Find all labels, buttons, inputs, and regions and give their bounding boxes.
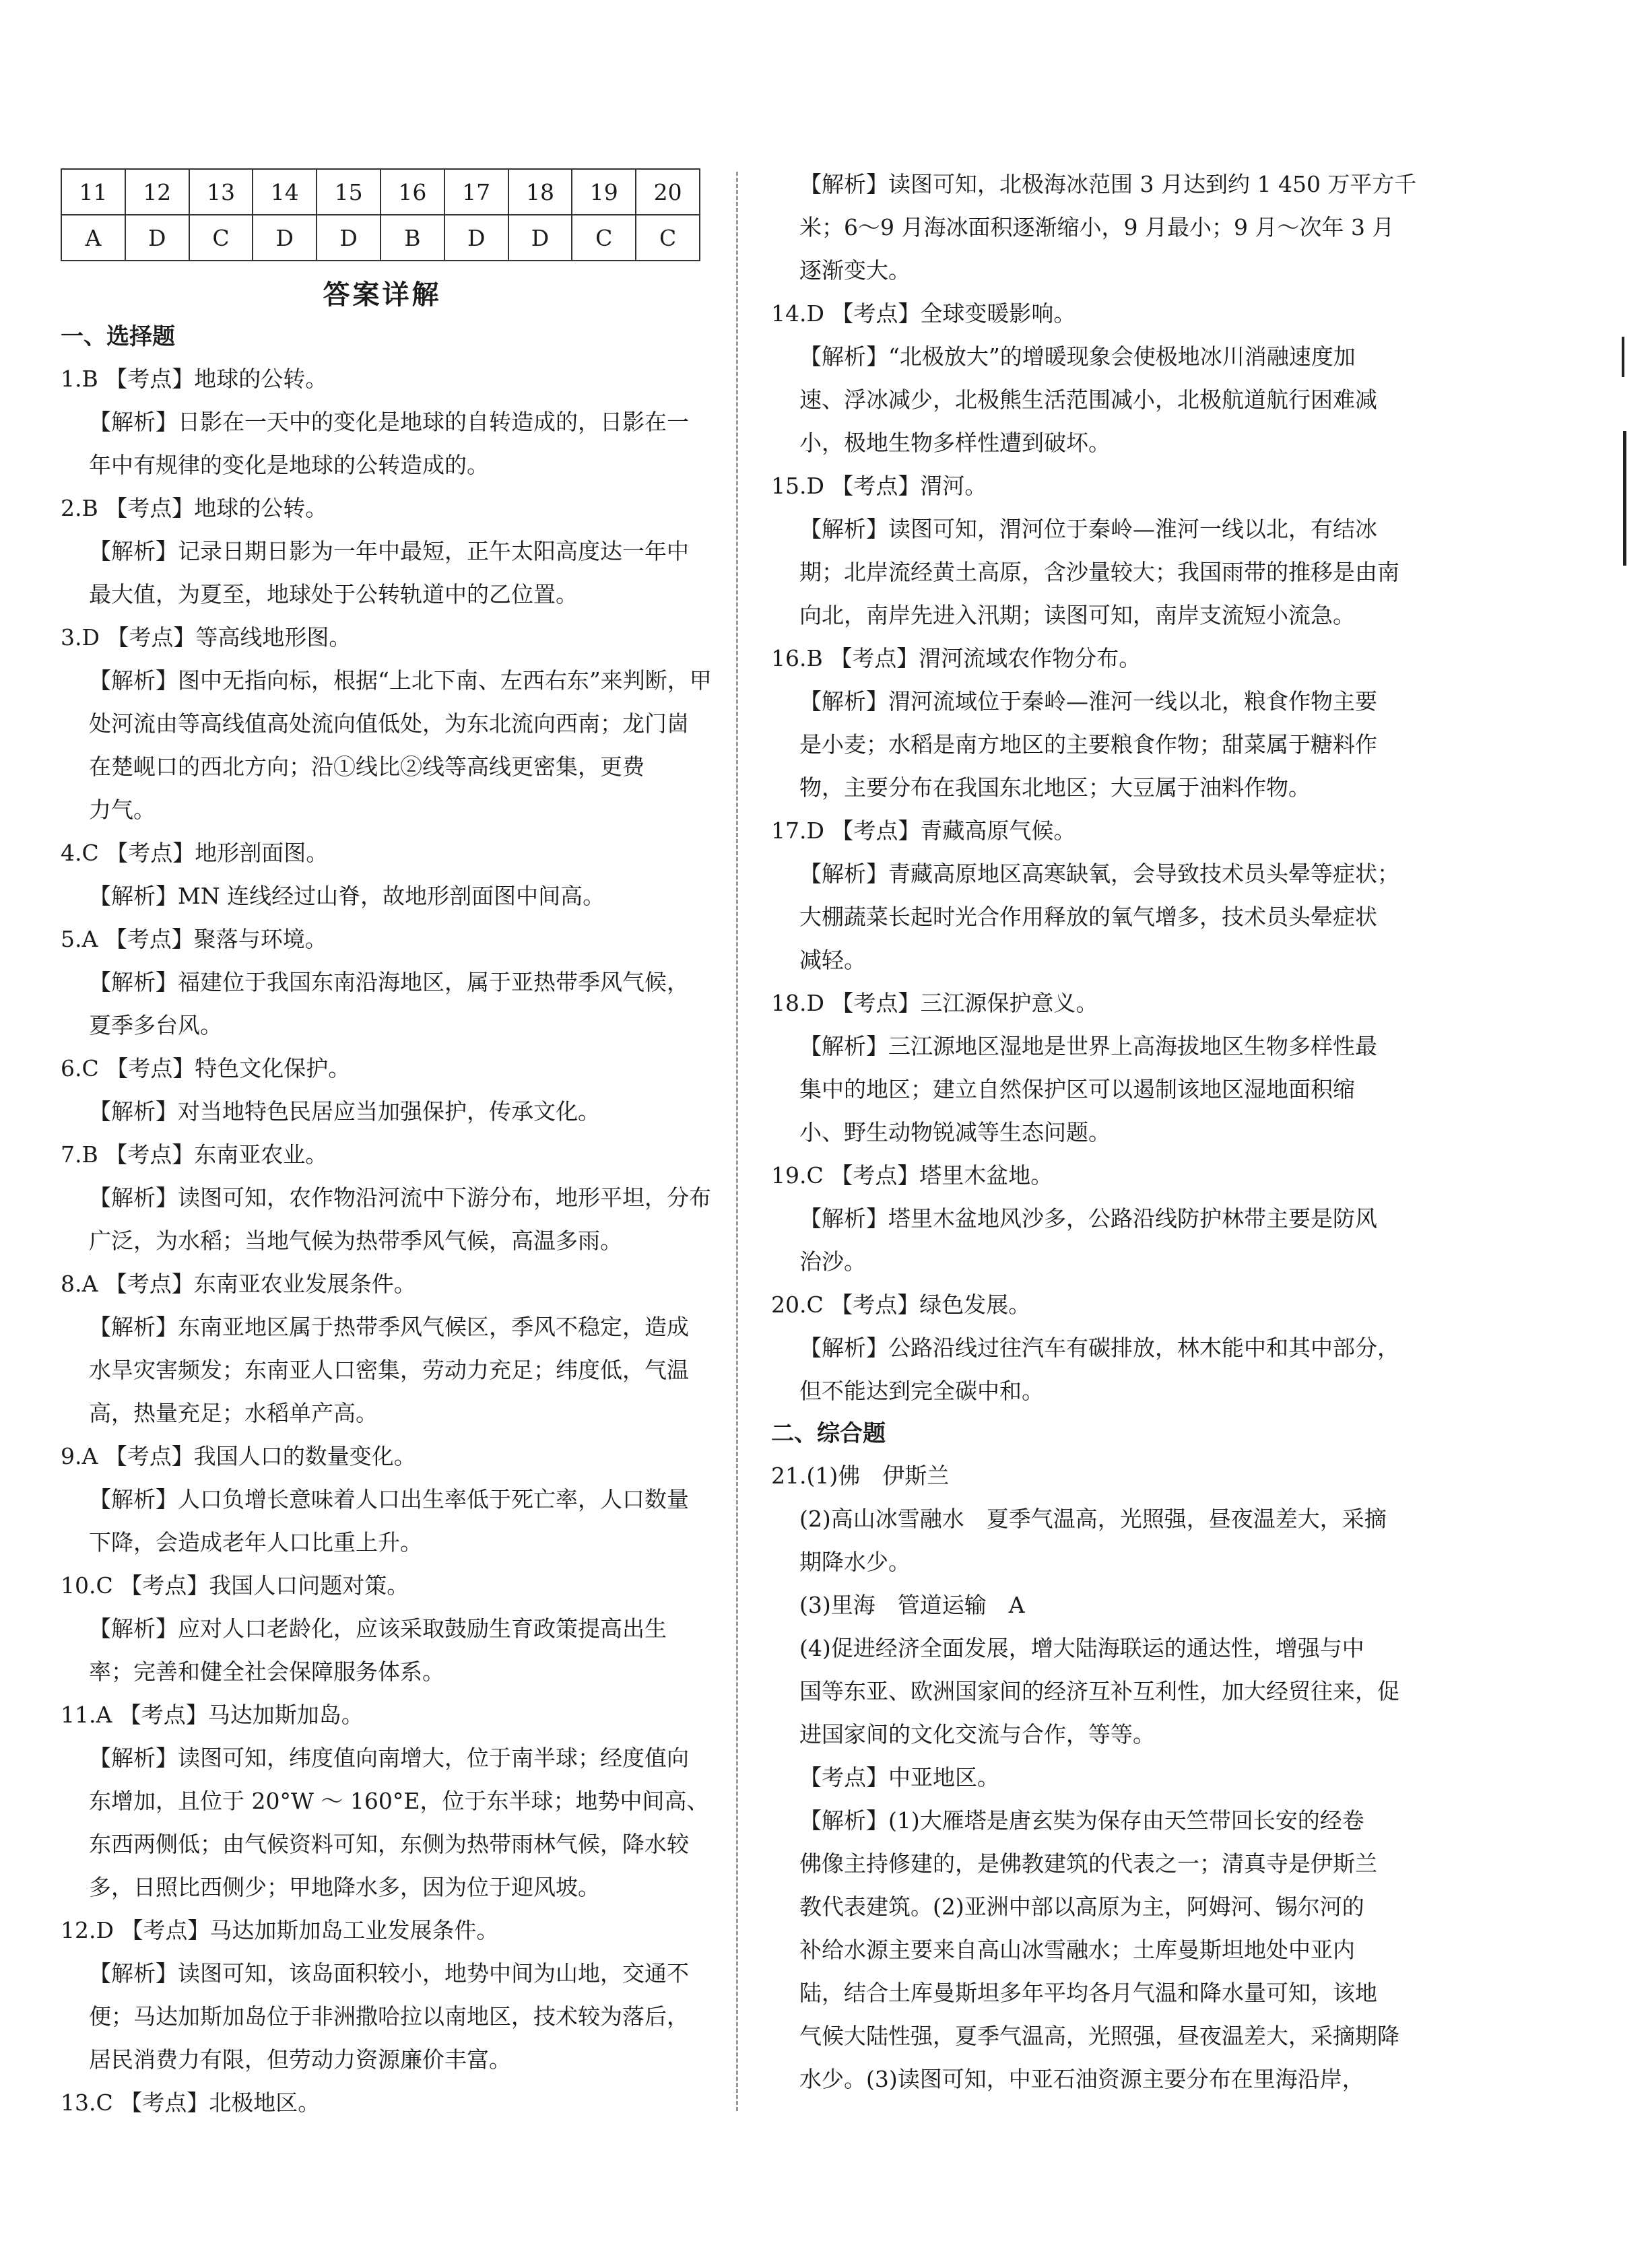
answer-table-number-cell: 11 [61,169,125,215]
explanation-line: 进国家间的文化交流与合作，等等。 [799,1721,1155,1747]
question-line: 20.C 【考点】绿色发展。 [771,1292,1031,1318]
explanation-line: 气候大陆性强，夏季气温高，光照强，昼夜温差大，采摘期降 [799,2023,1399,2049]
explanation-line: 【解析】青藏高原地区高寒缺氧，会导致技术员头晕等症状； [799,861,1399,887]
explanation-line: 补给水源主要来自高山冰雪融水；土库曼斯坦地处中亚内 [799,1937,1355,1963]
explanation-line: 期；北岸流经黄土高原，含沙量较大；我国雨带的推移是由南 [799,559,1399,585]
explanation-line: 但不能达到完全碳中和。 [799,1378,1044,1404]
question-line: 17.D 【考点】青藏高原气候。 [771,817,1076,844]
answer-table-number-cell: 13 [189,169,253,215]
explanation-line: 最大值，为夏至，地球处于公转轨道中的乙位置。 [89,581,578,607]
question-line: 8.A 【考点】东南亚农业发展条件。 [61,1271,416,1297]
explanation-line: 大棚蔬菜长起时光合作用释放的氧气增多，技术员头晕症状 [799,904,1377,930]
answer-table-number-cell: 20 [636,169,700,215]
explanation-line: 高，热量充足；水稻单产高。 [89,1400,378,1426]
explanation-line: 【解析】对当地特色民居应当加强保护，传承文化。 [89,1098,600,1125]
explanation-line: (3)里海 管道运输 A [799,1592,1025,1618]
right-lines-b [771,1454,1421,2101]
explanation-line: 便；马达加斯加岛位于非洲撒哈拉以南地区，技术较为落后， [89,2003,689,2030]
answer-table-number-cell: 19 [572,169,636,215]
explanation-line: 【解析】(1)大雁塔是唐玄奘为保存由天竺带回长安的经卷 [799,1807,1364,1834]
answer-table-answer-cell: D [444,215,508,261]
question-line: 7.B 【考点】东南亚农业。 [61,1141,328,1168]
explanation-line: 陆，结合土库曼斯坦多年平均各月气温和降水量可知，该地 [799,1980,1377,2006]
explanation-line: 【解析】公路沿线过往汽车有碳排放，林木能中和其中部分， [799,1335,1399,1361]
explanation-line: 【解析】“北极放大”的增暖现象会使极地冰川消融速度加 [799,343,1356,370]
question-line: 13.C 【考点】北极地区。 [61,2089,321,2116]
answer-table-number-cell: 12 [125,169,189,215]
answer-table-answer-cell: C [189,215,253,261]
explanation-line: 【解析】读图可知，北极海冰范围 3 月达到约 1 450 万平方千 [799,171,1417,197]
explanation-line: 【解析】福建位于我国东南沿海地区，属于亚热带季风气候， [89,969,689,995]
question-line: 16.B 【考点】渭河流域农作物分布。 [771,645,1142,671]
right-lines-a [771,163,1421,1413]
answer-table-answer-cell: C [572,215,636,261]
explanation-line: 东西两侧低；由气候资料可知，东侧为热带雨林气候，降水较 [89,1831,689,1857]
explanation-line: 集中的地区；建立自然保护区可以遏制该地区湿地面积缩 [799,1076,1355,1102]
answer-table-answers-row [61,215,700,261]
left-lines [61,358,712,2125]
explanation-line: 期降水少。 [799,1549,911,1575]
choice-heading: 一、选择题 [61,323,175,350]
explanation-line: 【解析】应对人口老龄化，应该采取鼓励生育政策提高出生 [89,1615,667,1642]
explanation-line: 【解析】记录日期日影为一年中最短，正午太阳高度达一年中 [89,538,689,564]
explanation-line: 多，日照比西侧少；甲地降水多，因为位于迎风坡。 [89,1874,600,1900]
explanation-line: 年中有规律的变化是地球的公转造成的。 [89,452,489,478]
explanation-line: 【解析】MN 连线经过山脊，故地形剖面图中间高。 [89,883,605,909]
scan-edge-mark [1623,431,1626,566]
explanation-line: 居民消费力有限，但劳动力资源廉价丰富。 [89,2046,511,2073]
explanation-line: 小，极地生物多样性遭到破坏。 [799,430,1111,456]
explanation-line: (4)促进经济全面发展，增大陆海联运的通达性，增强与中 [799,1635,1364,1661]
answer-table-numbers-row [61,169,700,215]
explanation-line: 是小麦；水稻是南方地区的主要粮食作物；甜菜属于糖料作 [799,731,1377,758]
question-line: 19.C 【考点】塔里木盆地。 [771,1162,1053,1189]
explanation-line: 逐渐变大。 [799,257,911,283]
comprehensive-heading: 二、综合题 [771,1420,886,1447]
explanation-line: 物，主要分布在我国东北地区；大豆属于油料作物。 [799,774,1311,801]
explanation-line: 教代表建筑。(2)亚洲中部以高原为主，阿姆河、锡尔河的 [799,1894,1364,1920]
explanation-line: 【考点】中亚地区。 [799,1764,999,1791]
explanation-line: (2)高山冰雪融水 夏季气温高，光照强，昼夜温差大，采摘 [799,1506,1387,1532]
explanation-line: 水旱灾害频发；东南亚人口密集，劳动力充足；纬度低，气温 [89,1357,689,1383]
answer-table-number-cell: 17 [444,169,508,215]
question-line: 12.D 【考点】马达加斯加岛工业发展条件。 [61,1917,499,1943]
scan-edge-mark [1622,337,1624,377]
explanation-line: 【解析】三江源地区湿地是世界上高海拔地区生物多样性最 [799,1033,1377,1059]
column-divider [736,172,738,2111]
question-line: 1.B 【考点】地球的公转。 [61,366,328,392]
explanation-line: 向北，南岸先进入汛期；读图可知，南岸支流短小流急。 [799,602,1355,628]
left-column [61,168,712,2125]
explanation-line: 速、浮冰减少，北极熊生活范围减小，北极航道航行困难减 [799,387,1377,413]
explanation-line: 夏季多台风。 [89,1012,222,1038]
answer-table-number-cell: 15 [317,169,381,215]
explanation-line: 减轻。 [799,947,866,973]
question-line: 14.D 【考点】全球变暖影响。 [771,300,1076,327]
answer-table [61,168,700,261]
explanation-line: 在楚岘口的西北方向；沿①线比②线等高线更密集，更费 [89,754,645,780]
explanation-line: 率；完善和健全社会保障服务体系。 [89,1659,444,1685]
question-line: 15.D 【考点】渭河。 [771,473,987,499]
answer-table-answer-cell: B [381,215,444,261]
explanation-line: 【解析】塔里木盆地风沙多，公路沿线防护林带主要是防风 [799,1205,1377,1232]
explanation-line: 【解析】读图可知，该岛面积较小，地势中间为山地，交通不 [89,1960,689,1986]
question-line: 5.A 【考点】聚落与环境。 [61,926,327,952]
question-line: 9.A 【考点】我国人口的数量变化。 [61,1443,416,1469]
explanation-line: 处河流由等高线值高处流向值低处，为东北流向西南；龙门崮 [89,710,689,737]
answer-table-answer-cell: D [125,215,189,261]
explanation-line: 水少。(3)读图可知，中亚石油资源主要分布在里海沿岸， [799,2066,1364,2092]
answer-table-answer-cell: C [636,215,700,261]
explanation-line: 东增加，且位于 20°W ～ 160°E，位于东半球；地势中间高、 [89,1788,709,1814]
explanation-line: 【解析】日影在一天中的变化是地球的自转造成的，日影在一 [89,409,689,435]
question-line: 3.D 【考点】等高线地形图。 [61,624,352,650]
answer-table-number-cell: 14 [253,169,317,215]
answer-table-number-cell: 16 [381,169,444,215]
answer-table-answer-cell: D [253,215,317,261]
question-line: 2.B 【考点】地球的公转。 [61,495,328,521]
explanation-line: 佛像主持修建的，是佛教建筑的代表之一；清真寺是伊斯兰 [799,1850,1377,1877]
explanation-line: 广泛，为水稻；当地气候为热带季风气候，高温多雨。 [89,1228,622,1254]
right-column [771,163,1421,2101]
explanation-line: 【解析】读图可知，纬度值向南增大，位于南半球；经度值向 [89,1745,689,1771]
explanation-line: 力气。 [89,797,156,823]
question-line: 18.D 【考点】三江源保护意义。 [771,990,1098,1016]
question-line: 10.C 【考点】我国人口问题对策。 [61,1572,409,1599]
answer-table-answer-cell: D [508,215,572,261]
answer-table-answer-cell: D [317,215,381,261]
explanation-line: 【解析】读图可知，渭河位于秦岭—淮河一线以北，有结冰 [799,516,1377,542]
section-title: 答案详解 [323,279,442,310]
answer-table-answer-cell: A [61,215,125,261]
explanation-line: 【解析】读图可知，农作物沿河流中下游分布，地形平坦，分布 [89,1184,711,1211]
explanation-line: 小、野生动物锐减等生态问题。 [799,1119,1111,1145]
explanation-line: 国等东亚、欧洲国家间的经济互补互利性，加大经贸往来，促 [799,1678,1399,1704]
explanation-line: 下降，会造成老年人口比重上升。 [89,1529,422,1556]
question-line: 6.C 【考点】特色文化保护。 [61,1055,351,1081]
explanation-line: 【解析】人口负增长意味着人口出生率低于死亡率，人口数量 [89,1486,689,1512]
explanation-line: 【解析】渭河流域位于秦岭—淮河一线以北，粮食作物主要 [799,688,1377,714]
explanation-line: 【解析】东南亚地区属于热带季风气候区，季风不稳定，造成 [89,1314,689,1340]
answer-table-number-cell: 18 [508,169,572,215]
explanation-line: 治沙。 [799,1248,866,1275]
explanation-line: 【解析】图中无指向标，根据“上北下南、左西右东”来判断，甲 [89,667,712,694]
question-line: 21.(1)佛 伊斯兰 [771,1463,950,1489]
question-line: 11.A 【考点】马达加斯加岛。 [61,1702,364,1728]
explanation-line: 米；6～9 月海冰面积逐渐缩小，9 月最小；9 月～次年 3 月 [799,214,1395,240]
question-line: 4.C 【考点】地形剖面图。 [61,840,329,866]
